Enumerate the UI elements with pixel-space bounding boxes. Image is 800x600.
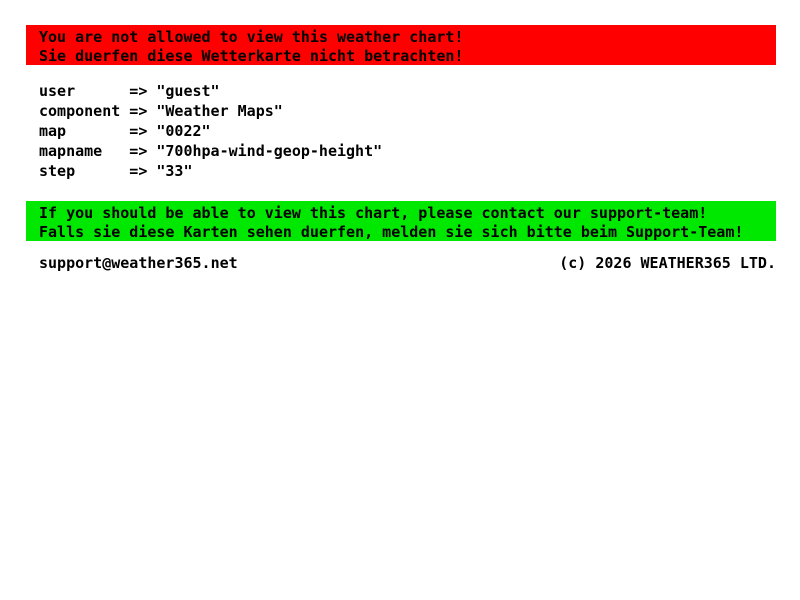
- arrow-glyph: =>: [129, 102, 148, 120]
- detail-key: mapname: [39, 142, 103, 160]
- copyright-text: (c) 2026 WEATHER365 LTD.: [559, 254, 776, 272]
- arrow-glyph: =>: [129, 142, 148, 160]
- detail-value: "guest": [156, 82, 220, 100]
- error-message-de: Sie duerfen diese Wetterkarte nicht betrachten!: [39, 47, 464, 65]
- detail-row-map: [39, 121, 800, 141]
- info-message-en: If you should be able to view this chart, please contact our support-team!: [39, 204, 708, 222]
- arrow-glyph: =>: [129, 122, 148, 140]
- detail-key: component: [39, 102, 121, 120]
- detail-key: user: [39, 82, 76, 100]
- error-banner: [26, 25, 776, 65]
- detail-row-mapname: [39, 141, 800, 161]
- detail-key: step: [39, 162, 76, 180]
- error-message-en: You are not allowed to view this weather chart!: [39, 28, 464, 46]
- detail-key: map: [39, 122, 67, 140]
- info-banner: [26, 201, 776, 241]
- info-message-de: Falls sie diese Karten sehen duerfen, melden sie sich bitte beim Support-Team!: [39, 223, 744, 241]
- support-email: support@weather365.net: [39, 254, 238, 272]
- detail-value: "33": [156, 162, 193, 180]
- footer: [26, 253, 776, 273]
- request-details: [39, 81, 800, 181]
- detail-value: "Weather Maps": [156, 102, 283, 120]
- detail-row-component: [39, 101, 800, 121]
- detail-value: "0022": [156, 122, 211, 140]
- detail-row-step: [39, 161, 800, 181]
- arrow-glyph: =>: [129, 162, 148, 180]
- detail-value: "700hpa-wind-geop-height": [156, 142, 383, 160]
- arrow-glyph: =>: [129, 82, 148, 100]
- detail-row-user: [39, 81, 800, 101]
